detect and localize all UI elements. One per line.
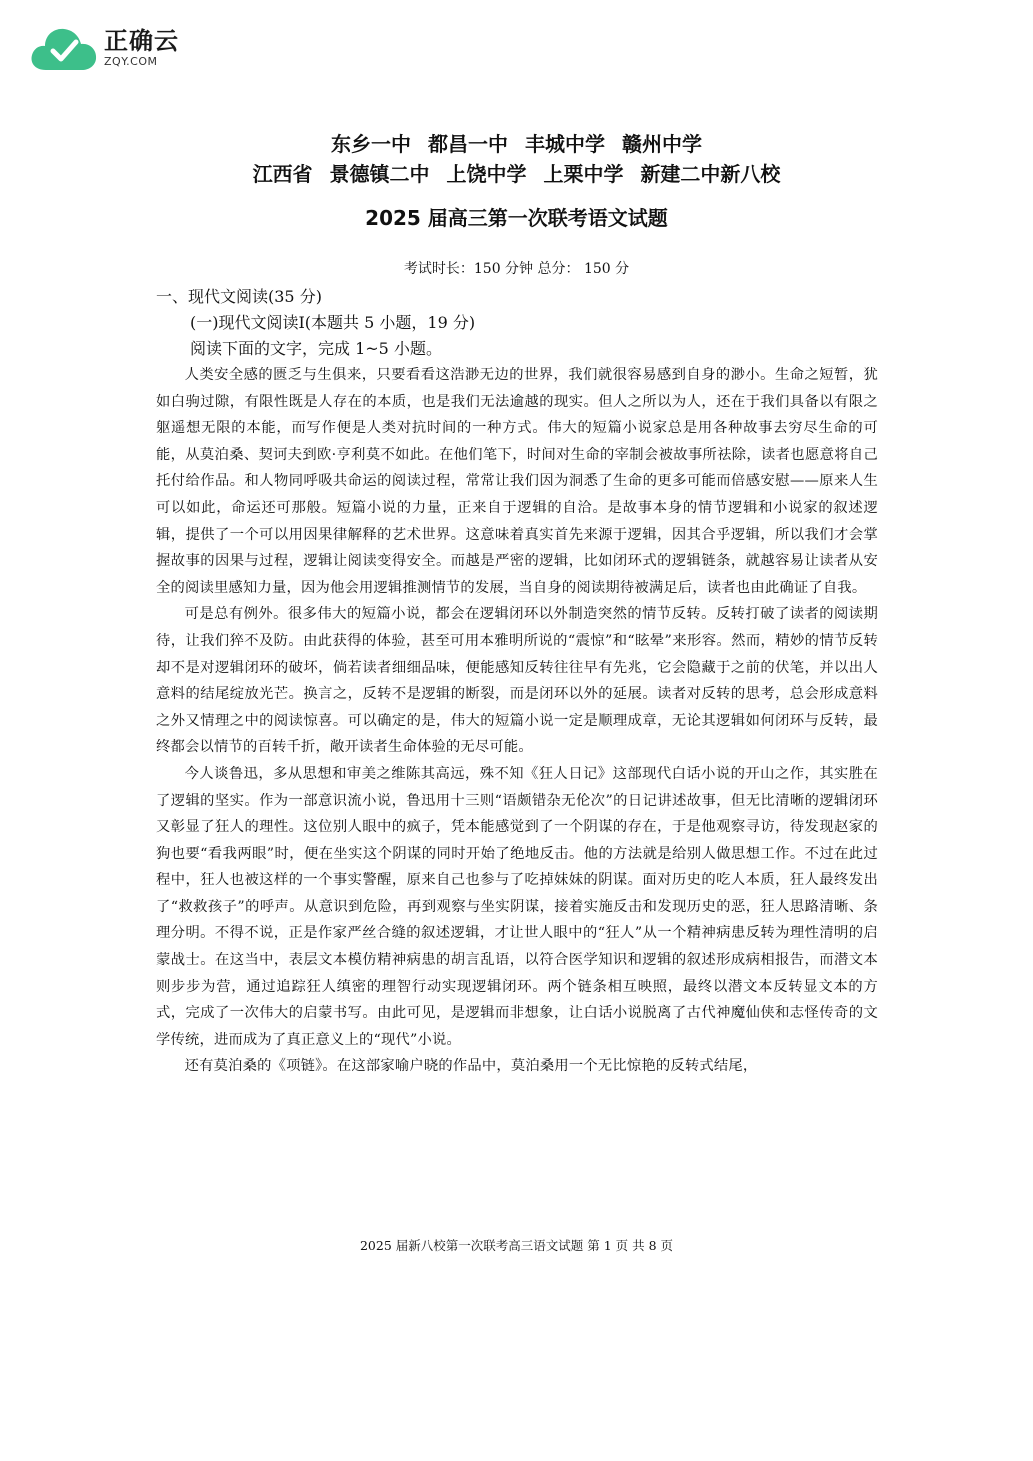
- cloud-check-icon: [28, 22, 100, 74]
- page-footer: 2025 届新八校第一次联考高三语文试题 第 1 页 共 8 页: [359, 1238, 674, 1253]
- logo-text: 正确云: [104, 27, 179, 55]
- subsection-heading: (一)现代文阅读Ⅰ(本题共 5 小题，19 分): [190, 313, 476, 332]
- school-name: 上栗中学: [543, 162, 624, 186]
- school-name: 赣州中学: [621, 132, 702, 156]
- passage-paragraph: 可是总有例外。很多伟大的短篇小说，都会在逻辑闭环以外制造突然的情节反转。反转打破了读者的阅读期待，让我们猝不及防。由此获得的体验，甚至可用本雅明所说的“震惊”和“眩晕”来形容。然而，精妙的情节反转却不是对逻辑闭环的破坏，倘若读者细细品味，便能感知反转往往早有先兆，它会隐藏于之前的伏笔，并以出人意料的结尾绽放光芒。换言之，反转不是逻辑的断裂，而是闭环以外的延展。读者对反转的思考，总会形成意料之外又情理之中的阅读惊喜。可以确定的是，伟大的短篇小说一定是顺理成章，无论其逻辑如何闭环与反转，最终都会以情节的百转千折，敞开读者生命体验的无尽可能。: [156, 606, 878, 756]
- reading-instruction: 阅读下面的文字，完成 1~5 小题。: [190, 339, 442, 358]
- logo-subtext: ZQY.COM: [104, 55, 158, 68]
- reading-passage: [156, 362, 878, 1080]
- title-line-1: [0, 128, 1033, 157]
- school-name: 景德镇二中: [329, 162, 430, 186]
- exam-meta: 考试时长：150 分钟 总分： 150 分: [403, 261, 630, 277]
- province-name: 江西省: [252, 162, 313, 186]
- exam-title: 2025 届高三第一次联考语文试题: [365, 206, 668, 230]
- passage-paragraph: 人类安全感的匮乏与生俱来，只要看看这浩渺无边的世界，我们就很容易感到自身的渺小。生命之短暂，犹如白驹过隙，有限性既是人存在的本质，也是我们无法逾越的现实。但人之所以为人，还在于我们具备以有限之躯遥想无限的本能，而写作便是人类对抗时间的一种方式。伟大的短篇小说家总是用各种故事去穷尽生命的可能，从莫泊桑、契诃夫到欧·亨利莫不如此。在他们笔下，时间对生命的宰制会被故事所祛除，读者也愿意将自己托付给作品。和人物同呼吸共命运的阅读过程，常常让我们因为洞悉了生命的更多可能而倍感安慰——原来人生可以如此，命运还可那般。短篇小说的力量，正来自于逻辑的自洽。是故事本身的情节逻辑和小说家的叙述逻辑，提供了一个可以用因果律解释的艺术世界。这意味着真实首先来源于逻辑，因其合乎逻辑，所以我们才会掌握故事的因果与过程，逻辑让阅读变得安全。而越是严密的逻辑，比如闭环式的逻辑链条，就越容易让读者从安全的阅读里感知力量，因为他会用逻辑推测情节的发展，当自身的阅读期待被满足后，读者也由此确证了自我。: [156, 367, 878, 596]
- section-heading: 一、现代文阅读(35 分): [156, 287, 322, 306]
- school-name: 新建二中新八校: [640, 162, 781, 186]
- title-line-2: [0, 158, 1033, 187]
- passage-paragraph: 今人谈鲁迅，多从思想和审美之维陈其高远，殊不知《狂人日记》这部现代白话小说的开山之作，其实胜在了逻辑的坚实。作为一部意识流小说，鲁迅用十三则“语颇错杂无伦次”的日记讲述故事，但无比清晰的逻辑闭环又彰显了狂人的理性。这位别人眼中的疯子，凭本能感觉到了一个阴谋的存在，于是他观察寻访，待发现赵家的狗也要“看我两眼”时，便在坐实这个阴谋的同时开始了绝地反击。他的方法就是给别人做思想工作。不过在此过程中，狂人也被这样的一个事实警醒，原来自己也参与了吃掉妹妹的阴谋。面对历史的吃人本质，狂人最终发出了“救救孩子”的呼声。从意识到危险，再到观察与坐实阴谋，接着实施反击和发现历史的恶，狂人思路清晰、条理分明。不得不说，正是作家严丝合缝的叙述逻辑，才让世人眼中的“狂人”从一个精神病患反转为理性清明的启蒙战士。在这当中，表层文本模仿精神病患的胡言乱语，以符合医学知识和逻辑的叙述形成病相报告，而潜文本则步步为营，通过追踪狂人缜密的理智行动实现逻辑闭环。两个链条相互映照，最终以潜文本反转显文本的方式，完成了一次伟大的启蒙书写。由此可见，是逻辑而非想象，让白话小说脱离了古代神魔仙侠和志怪传奇的文学传统，进而成为了真正意义上的“现代”小说。: [156, 765, 878, 1048]
- passage-paragraph: 还有莫泊桑的《项链》。在这部家喻户晓的作品中，莫泊桑用一个无比惊艳的反转式结尾，: [184, 1058, 758, 1075]
- school-name: 丰城中学: [524, 132, 605, 156]
- school-name: 都昌一中: [428, 132, 509, 156]
- brand-logo: [28, 22, 179, 74]
- school-name: 东乡一中: [331, 132, 412, 156]
- school-name: 上饶中学: [446, 162, 527, 186]
